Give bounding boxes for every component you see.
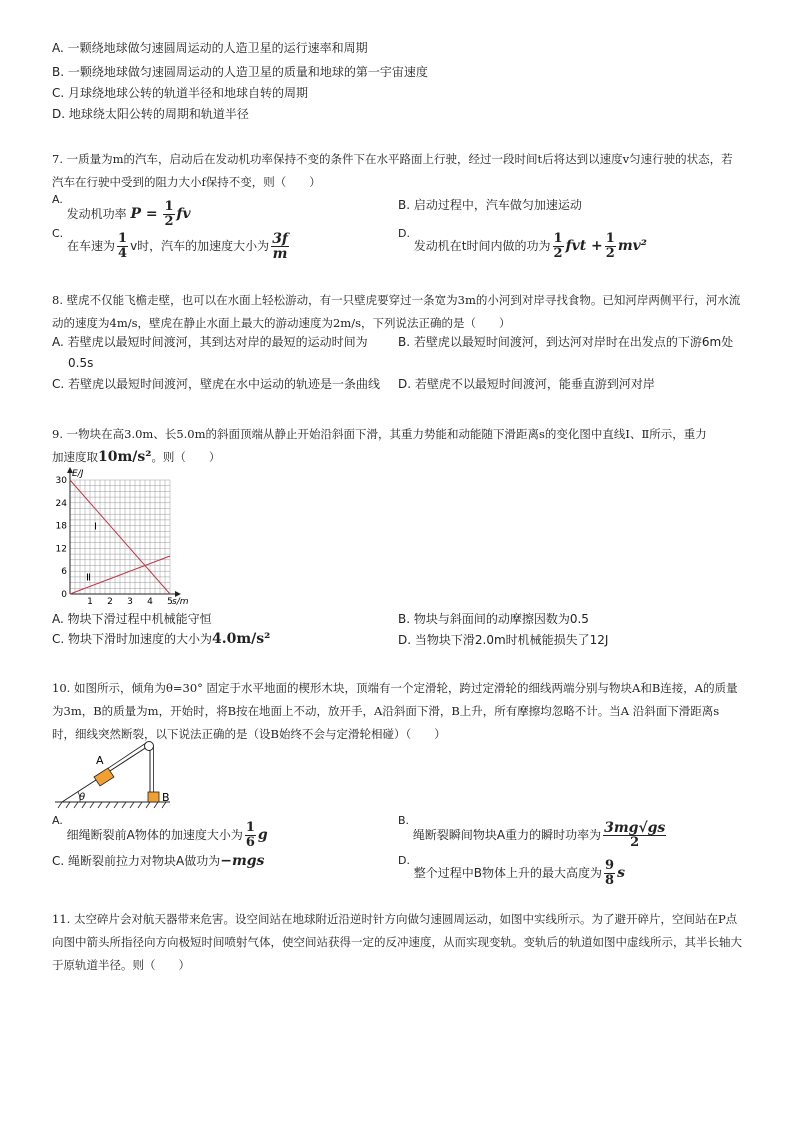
q7-option-b: B. 启动过程中，汽车做匀加速运动 — [398, 198, 582, 212]
q7-option-c: C. 在车速为 $\frac{1}{4}$ v时，汽车的加速度大小为 $\frac{3f}{m}$ — [52, 227, 288, 262]
chart-axes — [67, 467, 181, 597]
series-label-1: Ⅰ — [94, 521, 97, 533]
y-axis-label: E/J — [72, 469, 84, 479]
y-tick-label: 0 — [61, 590, 67, 600]
x-tick-label: 2 — [107, 597, 113, 607]
rope-incline — [104, 743, 146, 771]
x-tick-label: 4 — [147, 597, 153, 607]
x-axis-label: s/m — [172, 597, 189, 607]
y-tick-label: 12 — [55, 544, 67, 555]
q7-stem: 7. 一质量为m的汽车，启动后在发动机功率保持不变的条件下在水平路面上行驶，经过一段时间t后将达到以速度v匀速行驶的状态，若汽车在行驶中受到的阻力大小f保持不变，则（ ） — [52, 152, 733, 189]
label-a: A — [96, 754, 104, 767]
q6-option-a: A. 一颗绕地球做匀速圆周运动的人造卫星的运行速率和周期 — [52, 41, 368, 55]
q10-incline-figure — [52, 737, 182, 809]
block-b — [148, 792, 159, 802]
label-theta: θ — [79, 792, 86, 803]
q9-option-c: C. 物块下滑时加速度的大小为4.0m/s² — [52, 631, 271, 647]
q10-option-b: B. 绳断裂瞬间物块A重力的瞬时功率为 $\frac{3mg√gs}{2}$ — [398, 814, 666, 850]
q9-option-a: A. 物块下滑过程中机械能守恒 — [52, 612, 212, 626]
q9-option-b: B. 物块与斜面间的动摩擦因数为0.5 — [398, 612, 589, 626]
y-tick-label: 6 — [61, 567, 67, 578]
y-tick-label: 18 — [55, 521, 67, 532]
q10-option-a: A. 细绳断裂前A物体的加速度大小为 $\frac{1}{6}$ g — [52, 814, 268, 850]
series-label-2: Ⅱ — [86, 572, 91, 584]
y-tick-label: 24 — [55, 498, 67, 509]
ground-hatch — [58, 802, 166, 808]
x-tick-label: 5 — [167, 597, 173, 607]
q7-option-d: D. 发动机在t时间内做的功为 $\frac{1}{2}$ fvt + $\frac{1}{2}$ mv² — [398, 227, 647, 261]
q9-energy-graph — [52, 462, 189, 610]
q10-option-d: D. 整个过程中B物体上升的最大高度为 $\frac{9}{8}$ s — [398, 854, 625, 888]
q6-option-b: B. 一颗绕地球做匀速圆周运动的人造卫星的质量和地球的第一宇宙速度 — [52, 65, 428, 79]
q8-stem: 8. 壁虎不仅能飞檐走壁，也可以在水面上轻松游动，有一只壁虎要穿过一条宽为3m的小河到对岸寻找食物。已知河岸两侧平行，河水流动的速度为4m/s，壁虎在静止水面上最大的游动速度为2m/s，下列说法正确的是（ ） — [52, 293, 741, 330]
q11-stem: 11. 太空碎片会对航天器带来危害。设空间站在地球附近沿逆时针方向做匀速圆周运动，如图中实线所示。为了避开碎片，空间站在P点向图中箭头所指径向方向极短时间喷射气体，使空间站获得一定的反冲速度，从而实现变轨。变轨后的轨道如图中虚线所示，其半长轴大于原轨道半径。则（ ） — [52, 912, 742, 972]
q9-option-d: D. 当物块下滑2.0m时机械能损失了12J — [398, 633, 609, 647]
q8-option-a: A. 若壁虎以最短时间渡河，其到达对岸的最短的运动时间为 — [52, 335, 368, 349]
q8-option-c: C. 若壁虎以最短时间渡河，壁虎在水中运动的轨迹是一条曲线 — [52, 377, 381, 391]
q6-option-c: C. 月球绕地球公转的轨道半径和地球自转的周期 — [52, 86, 309, 100]
x-tick-label: 1 — [87, 597, 93, 607]
q10-option-c: C. 绳断裂前拉力对物块A做功为−mgs — [52, 853, 265, 869]
q8-option-d: D. 若壁虎不以最短时间渡河，能垂直游到河对岸 — [398, 377, 655, 391]
q7-option-a: A. 发动机功率 P = $\frac{1}{2}$ fv — [52, 193, 191, 229]
q9-stem: 9. 一物块在高3.0m、长5.0m的斜面顶端从静止开始沿斜面下滑，其重力势能和动能随下滑距离s的变化图中直线Ⅰ、Ⅱ所示，重力 加速度取10m/s²。则（ ） — [52, 427, 707, 465]
q10-stem: 10. 如图所示，倾角为θ=30° 固定于水平地面的楔形木块，顶端有一个定滑轮，跨过定滑轮的细线两端分别与物块A和B连接，A的质量为3m，B的质量为m，开始时，将B按在地面上不动，放开手，A沿斜面下滑，B上升，所有摩擦均忽略不计。当A 沿斜面下滑距离s时，细线突然断裂，以下说法正确的是（设B始终不会与定滑轮相碰）（ ） — [52, 681, 738, 741]
q8-option-b: B. 若壁虎以最短时间渡河，到达河对岸时在出发点的下游6m处 — [398, 335, 734, 349]
chart-ticks — [56, 476, 173, 607]
q8-option-a-cont: 0.5s — [68, 356, 94, 370]
q6-option-d: D. 地球绕太阳公转的周期和轨道半径 — [52, 107, 249, 121]
x-tick-label: 3 — [127, 597, 133, 607]
y-tick-label: 30 — [55, 476, 67, 486]
label-b: B — [162, 791, 170, 804]
